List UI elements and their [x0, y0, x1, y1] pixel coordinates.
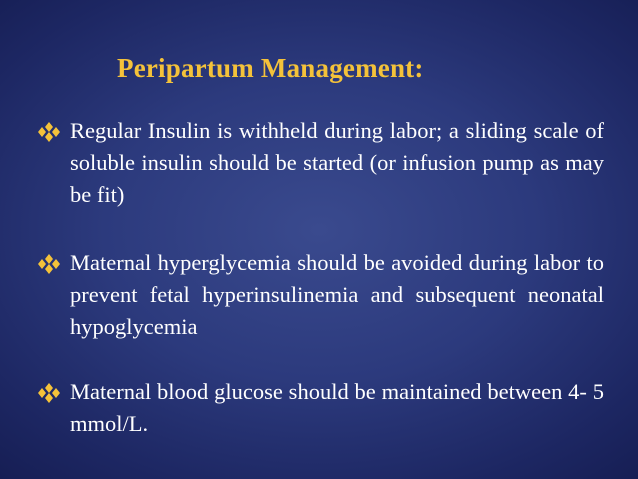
slide-title: Peripartum Management:: [117, 53, 424, 83]
four-diamond-bullet-icon: [38, 254, 60, 274]
bullet-item: [38, 247, 604, 343]
bullet-text: Maternal hyperglycemia should be avoided during labor to prevent fetal hyperinsulinemia and subsequent neonatal hypoglycemia: [70, 250, 604, 339]
four-diamond-bullet-icon: [38, 383, 60, 403]
bullet-text: Regular Insulin is withheld during labor; a sliding scale of soluble insulin should be started (or infusion pump as may be fit): [70, 118, 604, 207]
bullet-item: [38, 376, 604, 440]
bullet-item: [38, 115, 604, 211]
bullet-text: Maternal blood glucose should be maintained between 4- 5 mmol/L.: [70, 379, 604, 436]
four-diamond-bullet-icon: [38, 122, 60, 142]
